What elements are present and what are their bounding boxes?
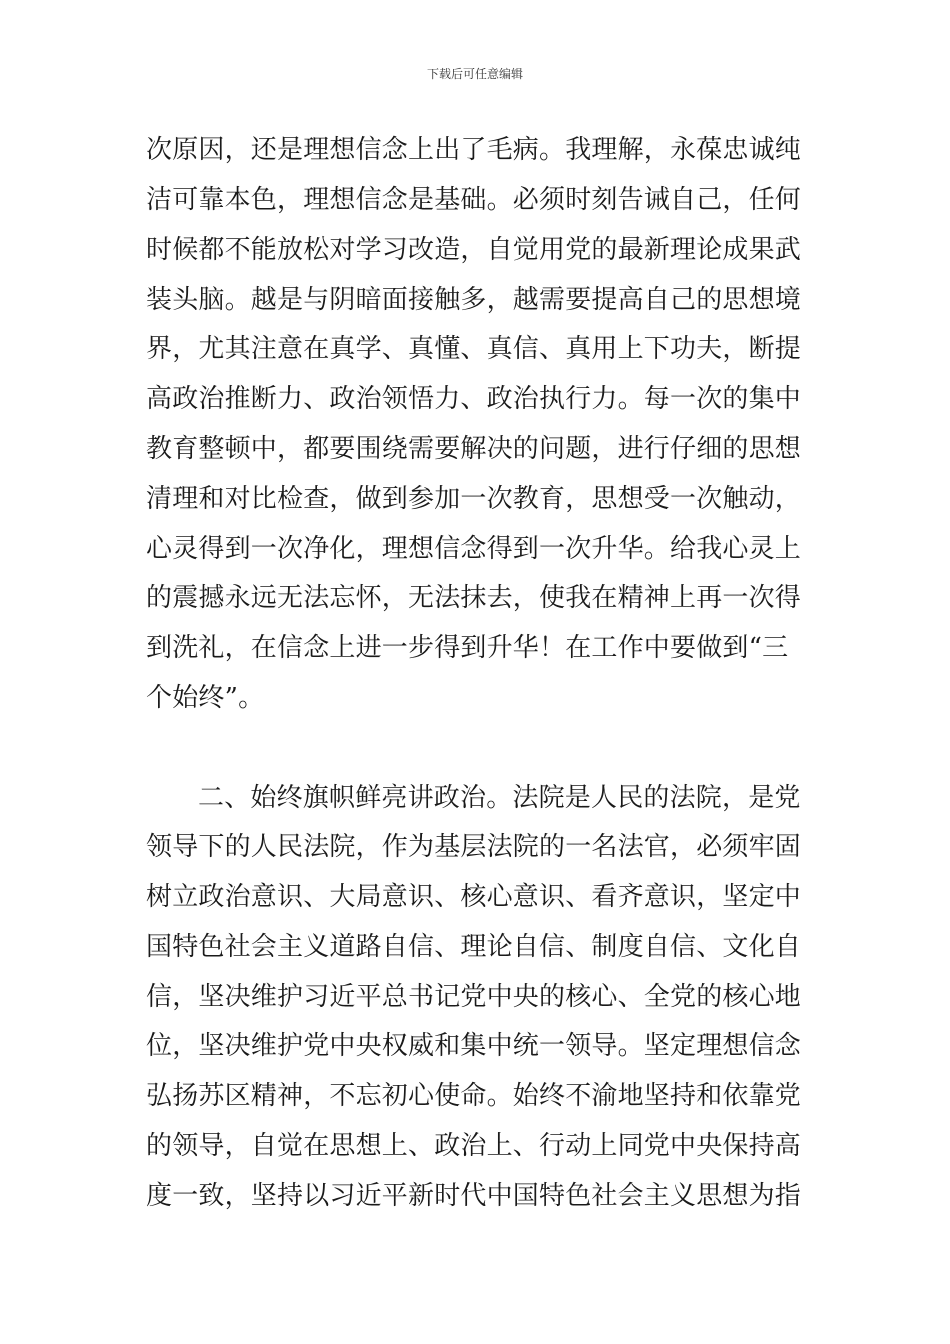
text-line: 界，尤其注意在真学、真懂、真信、真用上下功夫，断提: [146, 334, 802, 364]
text-line: 心灵得到一次净化，理想信念得到一次升华。给我心灵上: [146, 534, 802, 564]
text-line: 弘扬苏区精神，不忘初心使命。始终不渝地坚持和依靠党: [146, 1081, 802, 1111]
text-line: 信，坚决维护习近平总书记党中央的核心、全党的核心地: [146, 982, 802, 1012]
page-header: 下载后可任意编辑: [426, 67, 523, 81]
text-line: 教育整顿中，都要围绕需要解决的问题，进行仔细的思想: [146, 434, 802, 464]
text-line: 树立政治意识、大局意识、核心意识、看齐意识，坚定中: [146, 882, 802, 912]
text-line: 的领导，自觉在思想上、政治上、行动上同党中央保持高: [146, 1131, 802, 1161]
text-line: 国特色社会主义道路自信、理论自信、制度自信、文化自: [146, 932, 802, 962]
text-line: 的震撼永远无法忘怀，无法抹去，使我在精神上再一次得: [146, 583, 802, 613]
text-line: 度一致，坚持以习近平新时代中国特色社会主义思想为指: [146, 1181, 802, 1211]
text-line: 洁可靠本色，理想信念是基础。必须时刻告诫自己，任何: [146, 185, 802, 215]
text-line: 到洗礼，在信念上进一步得到升华！在工作中要做到“三: [146, 633, 789, 663]
text-line: 装头脑。越是与阴暗面接触多，越需要提高自己的思想境: [146, 285, 802, 315]
text-line: 领导下的人民法院，作为基层法院的一名法官，必须牢固: [146, 832, 802, 862]
text-line: 个始终”。: [146, 683, 265, 713]
text-line: 高政治推断力、政治领悟力、政治执行力。每一次的集中: [146, 384, 802, 414]
text-line: 次原因，还是理想信念上出了毛病。我理解，永葆忠诚纯: [146, 135, 802, 165]
text-line: 二、始终旗帜鲜亮讲政治。法院是人民的法院，是党: [198, 783, 801, 813]
text-line: 位，坚决维护党中央权威和集中统一领导。坚定理想信念: [146, 1031, 802, 1061]
text-line: 清理和对比检查，做到参加一次教育，思想受一次触动，: [146, 484, 802, 514]
text-line: 时候都不能放松对学习改造，自觉用党的最新理论成果武: [146, 235, 802, 265]
